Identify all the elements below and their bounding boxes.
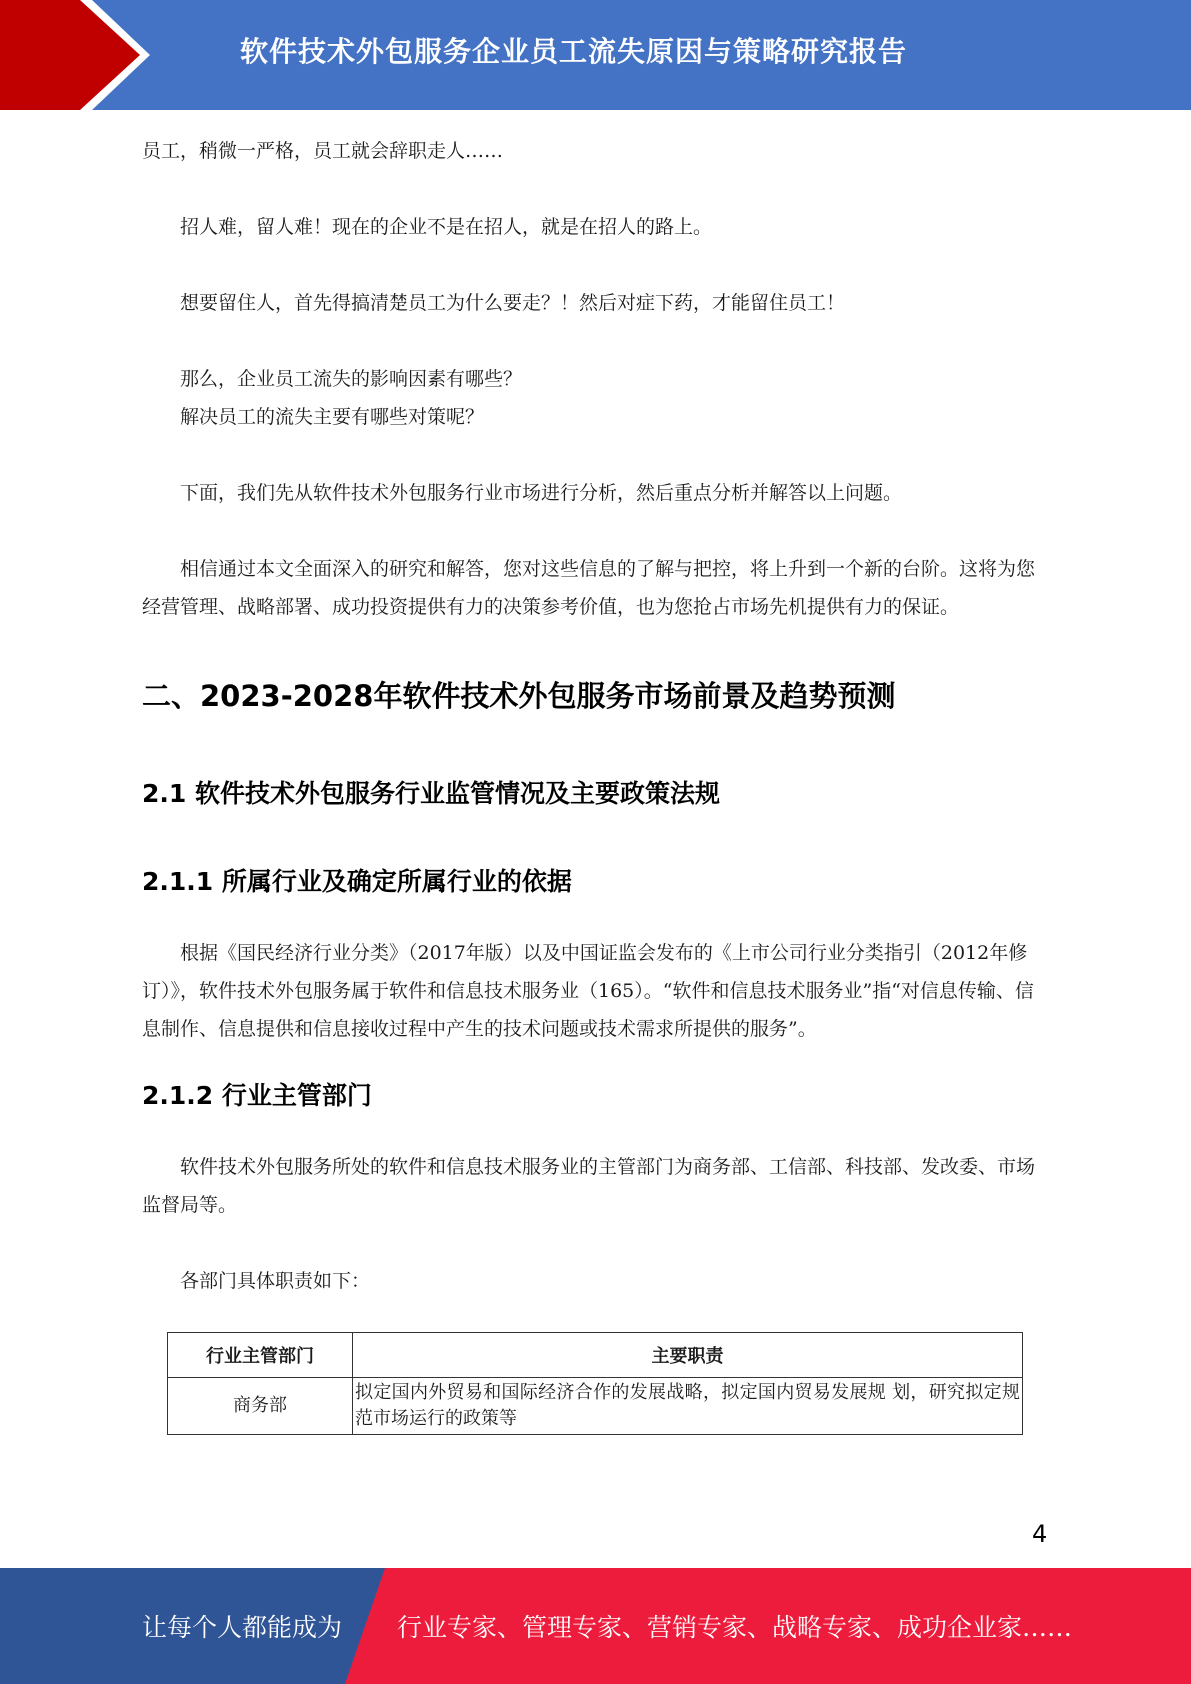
subsubsection-heading: 2.1.2 行业主管部门 — [142, 1081, 372, 1110]
table-cell-duty: 拟定国内外贸易和国际经济合作的发展战略，拟定国内贸易发展规 划，研究拟定规范市场运行的政策等 — [353, 1378, 1023, 1435]
page-header — [0, 0, 1191, 110]
paragraph: 员工，稍微一严格，员工就会辞职走人…… — [142, 140, 504, 162]
section-heading: 二、2023-2028年软件技术外包服务市场前景及趋势预测 — [142, 679, 896, 713]
table-cell-dept: 商务部 — [168, 1378, 353, 1435]
page-number: 4 — [1032, 1520, 1048, 1548]
paragraph: 招人难，留人难！现在的企业不是在招人，就是在招人的路上。 — [180, 216, 713, 238]
table-header-duty: 主要职责 — [353, 1333, 1023, 1378]
paragraph: 各部门具体职责如下： — [180, 1270, 371, 1292]
table-header-dept: 行业主管部门 — [168, 1333, 353, 1378]
header-chevron-icon — [0, 0, 142, 110]
table-row — [168, 1378, 1023, 1435]
subsubsection-heading: 2.1.1 所属行业及确定所属行业的依据 — [142, 867, 572, 896]
header-title: 软件技术外包服务企业员工流失原因与策略研究报告 — [240, 35, 908, 68]
paragraph: 那么，企业员工流失的影响因素有哪些？ — [180, 368, 523, 390]
document-body — [142, 132, 1046, 1435]
paragraph: 想要留住人，首先得搞清楚员工为什么要走？！然后对症下药，才能留住员工！ — [180, 292, 846, 314]
paragraph: 相信通过本文全面深入的研究和解答，您对这些信息的了解与把控，将上升到一个新的台阶。这将为您经营管理、战略部署、成功投资提供有力的决策参考价值，也为您抢占市场先机提供有力的保证。 — [142, 558, 1036, 618]
paragraph: 解决员工的流失主要有哪些对策呢？ — [180, 406, 485, 428]
footer-slogan-left: 让每个人都能成为 — [142, 1613, 343, 1642]
subsection-heading: 2.1 软件技术外包服务行业监管情况及主要政策法规 — [142, 779, 720, 808]
footer-slogan-right: 行业专家、管理专家、营销专家、战略专家、成功企业家…… — [397, 1613, 1073, 1642]
page-footer — [0, 1568, 1191, 1684]
department-duties-table — [167, 1332, 1023, 1435]
paragraph: 下面，我们先从软件技术外包服务行业市场进行分析，然后重点分析并解答以上问题。 — [180, 482, 903, 504]
table-header-row — [168, 1333, 1023, 1378]
paragraph: 根据《国民经济行业分类》（2017年版）以及中国证监会发布的《上市公司行业分类指引（2012年修订）》，软件技术外包服务属于软件和信息技术服务业（165）。“软件和信息技术服务业”指“对信息传输、信息制作、信息提供和信息接收过程中产生的技术问题或技术需求所提供的服务”。 — [142, 942, 1034, 1040]
paragraph: 软件技术外包服务所处的软件和信息技术服务业的主管部门为商务部、工信部、科技部、发改委、市场监督局等。 — [142, 1156, 1036, 1216]
